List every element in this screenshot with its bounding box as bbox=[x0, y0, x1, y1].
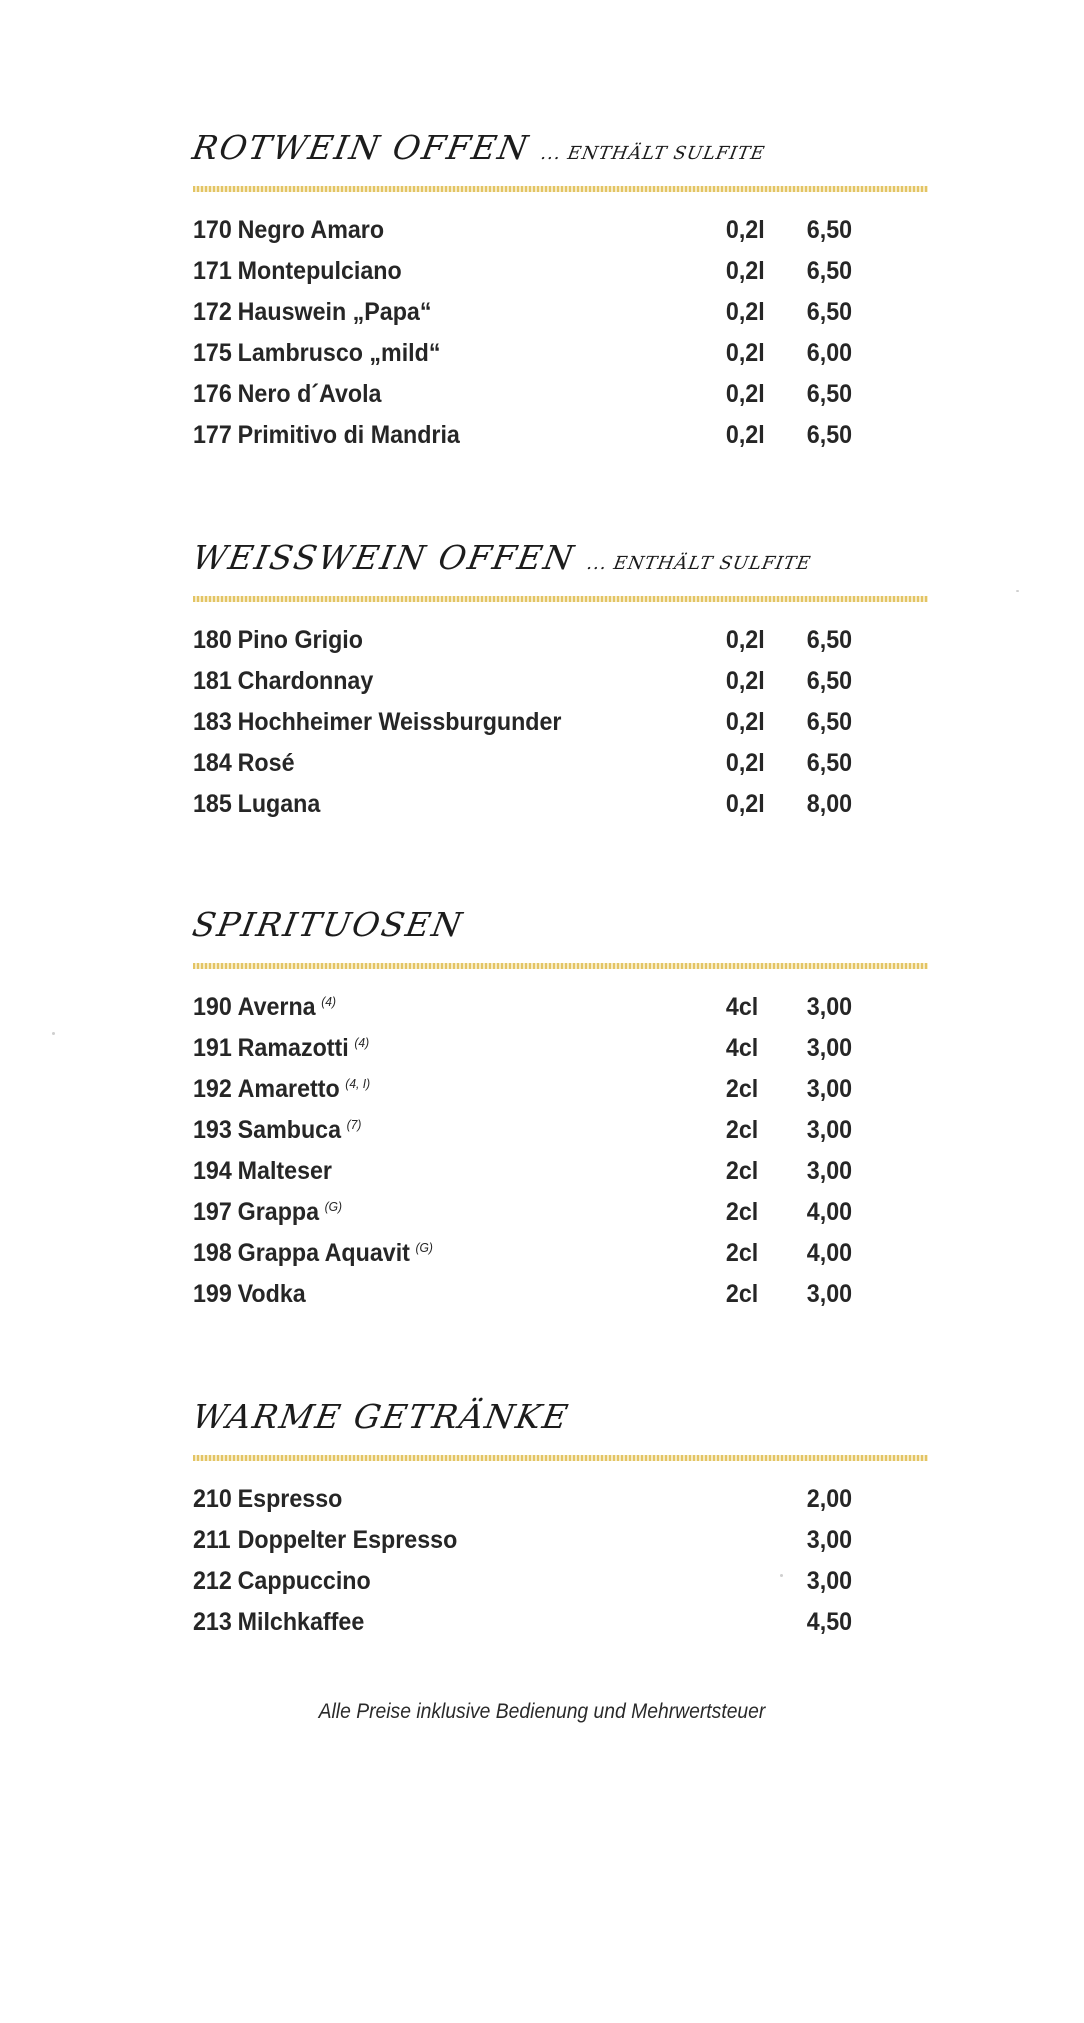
item-number: 190 bbox=[193, 993, 232, 1021]
item-number: 213 bbox=[193, 1608, 232, 1636]
gold-divider bbox=[193, 186, 928, 192]
allergen-note: (7) bbox=[346, 1116, 362, 1132]
item-price: 3,00 bbox=[806, 1116, 853, 1144]
item-price: 3,00 bbox=[806, 1280, 853, 1308]
menu-item bbox=[193, 1479, 877, 1520]
item-quantity: 2cl bbox=[725, 1157, 759, 1185]
item-price: 6,50 bbox=[806, 667, 853, 695]
section-title-text: ROTWEIN OFFEN bbox=[189, 128, 533, 167]
item-number: 211 bbox=[193, 1526, 231, 1554]
section-subtitle: ... ENTHÄLT SULFITE bbox=[585, 553, 813, 574]
item-quantity: 4cl bbox=[725, 993, 759, 1021]
item-number: 198 bbox=[193, 1239, 232, 1267]
price-footnote: Alle Preise inklusive Bedienung und Mehrwertsteuer bbox=[318, 1700, 766, 1723]
menu-item bbox=[193, 987, 877, 1028]
item-number: 197 bbox=[193, 1198, 232, 1226]
section-rotwein bbox=[189, 128, 928, 456]
menu-item bbox=[193, 784, 877, 825]
item-price: 6,50 bbox=[806, 626, 853, 654]
menu-item bbox=[193, 620, 877, 661]
item-price: 3,00 bbox=[806, 1567, 853, 1595]
item-number: 199 bbox=[193, 1280, 232, 1308]
section-title bbox=[189, 905, 928, 961]
allergen-note: (4, I) bbox=[345, 1075, 371, 1091]
item-price: 6,00 bbox=[806, 339, 853, 367]
scan-speck bbox=[52, 1032, 55, 1035]
menu-item bbox=[193, 702, 877, 743]
menu-item bbox=[193, 1602, 877, 1643]
item-number: 184 bbox=[193, 749, 232, 777]
item-quantity: 0,2l bbox=[725, 380, 765, 408]
section-spirituosen bbox=[189, 905, 928, 1315]
item-number: 193 bbox=[193, 1116, 232, 1144]
item-quantity: 2cl bbox=[725, 1075, 759, 1103]
menu-item bbox=[193, 333, 877, 374]
item-name-wrap bbox=[238, 1280, 312, 1309]
item-number: 171 bbox=[193, 257, 232, 285]
item-price: 3,00 bbox=[806, 1157, 853, 1185]
item-quantity: 0,2l bbox=[725, 298, 765, 326]
item-quantity: 2cl bbox=[725, 1116, 759, 1144]
item-price: 6,50 bbox=[806, 216, 853, 244]
menu-item bbox=[193, 1151, 877, 1192]
allergen-note: (4) bbox=[354, 1034, 370, 1050]
item-price: 3,00 bbox=[806, 1034, 853, 1062]
item-quantity: 2cl bbox=[725, 1198, 759, 1226]
menu-item bbox=[193, 251, 877, 292]
item-price: 4,00 bbox=[806, 1239, 853, 1267]
item-number: 185 bbox=[193, 790, 232, 818]
item-name: Pino Grigio bbox=[237, 626, 363, 654]
item-price: 6,50 bbox=[806, 421, 853, 449]
item-name: Grappa Aquavit bbox=[237, 1239, 410, 1267]
section-title bbox=[189, 538, 928, 594]
allergen-note: (G) bbox=[324, 1198, 343, 1214]
item-name: Sambuca bbox=[237, 1116, 342, 1144]
item-name: Doppelter Espresso bbox=[237, 1526, 458, 1554]
menu-item bbox=[193, 1028, 877, 1069]
item-quantity: 0,2l bbox=[725, 626, 765, 654]
section-title-text: SPIRITUOSEN bbox=[189, 905, 467, 944]
allergen-note: (4) bbox=[321, 993, 336, 1009]
item-number: 212 bbox=[193, 1567, 232, 1595]
menu-item bbox=[193, 292, 877, 333]
item-price: 4,00 bbox=[806, 1198, 853, 1226]
item-number: 176 bbox=[193, 380, 232, 408]
section-title bbox=[189, 128, 928, 184]
item-price: 6,50 bbox=[806, 380, 853, 408]
item-number: 181 bbox=[193, 667, 232, 695]
item-name: Espresso bbox=[237, 1485, 343, 1513]
menu-item bbox=[193, 743, 877, 784]
item-name: Cappuccino bbox=[237, 1567, 371, 1595]
item-quantity: 2cl bbox=[725, 1280, 759, 1308]
section-weisswein bbox=[189, 538, 928, 825]
item-number: 180 bbox=[193, 626, 232, 654]
item-name: Lugana bbox=[237, 790, 321, 818]
item-quantity: 0,2l bbox=[725, 257, 765, 285]
item-price: 8,00 bbox=[806, 790, 853, 818]
item-quantity: 0,2l bbox=[725, 667, 765, 695]
item-price: 6,50 bbox=[806, 298, 853, 326]
menu-item bbox=[193, 661, 877, 702]
gold-divider bbox=[193, 963, 928, 969]
item-name-wrap bbox=[238, 1116, 362, 1145]
item-number: 177 bbox=[193, 421, 232, 449]
item-quantity: 4cl bbox=[725, 1034, 759, 1062]
item-name-wrap bbox=[238, 1239, 433, 1268]
item-name: Hauswein „Papa“ bbox=[237, 298, 432, 326]
item-name: Chardonnay bbox=[237, 667, 374, 695]
item-name: Montepulciano bbox=[237, 257, 402, 285]
item-name-wrap bbox=[238, 1034, 369, 1063]
item-name: Hochheimer Weissburgunder bbox=[237, 708, 562, 736]
item-name: Malteser bbox=[237, 1157, 332, 1185]
gold-divider bbox=[193, 1455, 928, 1461]
item-price: 3,00 bbox=[806, 993, 853, 1021]
item-number: 172 bbox=[193, 298, 232, 326]
item-name: Grappa bbox=[237, 1198, 320, 1226]
section-title bbox=[189, 1397, 928, 1453]
item-name: Milchkaffee bbox=[237, 1608, 365, 1636]
item-name: Rosé bbox=[237, 749, 295, 777]
scan-speck bbox=[780, 1574, 783, 1577]
item-name: Averna bbox=[237, 993, 316, 1021]
item-name: Ramazotti bbox=[237, 1034, 349, 1062]
item-price: 4,50 bbox=[806, 1608, 853, 1636]
menu-item bbox=[193, 1233, 877, 1274]
item-price: 3,00 bbox=[806, 1075, 853, 1103]
item-name-wrap bbox=[238, 1075, 371, 1104]
item-number: 170 bbox=[193, 216, 232, 244]
menu-item bbox=[193, 374, 877, 415]
item-number: 210 bbox=[193, 1485, 232, 1513]
menu-item bbox=[193, 1110, 877, 1151]
item-quantity: 0,2l bbox=[725, 216, 765, 244]
menu-item bbox=[193, 210, 877, 251]
item-quantity: 0,2l bbox=[725, 708, 765, 736]
item-quantity: 2cl bbox=[725, 1239, 759, 1267]
item-number: 191 bbox=[193, 1034, 232, 1062]
item-price: 6,50 bbox=[806, 749, 853, 777]
item-price: 3,00 bbox=[806, 1526, 853, 1554]
item-quantity: 0,2l bbox=[725, 421, 765, 449]
item-name: Negro Amaro bbox=[237, 216, 385, 244]
item-quantity: 0,2l bbox=[725, 749, 765, 777]
menu-item bbox=[193, 1520, 877, 1561]
section-subtitle: ... ENTHÄLT SULFITE bbox=[539, 143, 767, 164]
item-number: 192 bbox=[193, 1075, 232, 1103]
section-warme-getraenke bbox=[189, 1397, 928, 1643]
item-name-wrap bbox=[238, 993, 336, 1022]
item-quantity: 0,2l bbox=[725, 790, 765, 818]
item-number: 194 bbox=[193, 1157, 232, 1185]
item-price: 6,50 bbox=[806, 708, 853, 736]
section-title-text: WARME GETRÄNKE bbox=[189, 1397, 573, 1436]
item-name: Lambrusco „mild“ bbox=[237, 339, 441, 367]
item-name-wrap bbox=[238, 1198, 342, 1227]
menu-item bbox=[193, 1274, 877, 1315]
menu-item bbox=[193, 1192, 877, 1233]
item-quantity: 0,2l bbox=[725, 339, 765, 367]
item-price: 2,00 bbox=[806, 1485, 853, 1513]
item-name: Amaretto bbox=[237, 1075, 340, 1103]
menu-item bbox=[193, 1561, 877, 1602]
item-name: Vodka bbox=[237, 1280, 306, 1308]
item-number: 183 bbox=[193, 708, 232, 736]
gold-divider bbox=[193, 596, 928, 602]
item-name-wrap bbox=[238, 1157, 338, 1186]
menu-item bbox=[193, 1069, 877, 1110]
scan-speck bbox=[1016, 590, 1019, 592]
menu-item bbox=[193, 415, 877, 456]
item-number: 175 bbox=[193, 339, 232, 367]
item-name: Nero d´Avola bbox=[237, 380, 382, 408]
item-name: Primitivo di Mandria bbox=[237, 421, 460, 449]
item-price: 6,50 bbox=[806, 257, 853, 285]
section-title-text: WEISSWEIN OFFEN bbox=[189, 538, 579, 577]
allergen-note: (G) bbox=[415, 1239, 433, 1255]
